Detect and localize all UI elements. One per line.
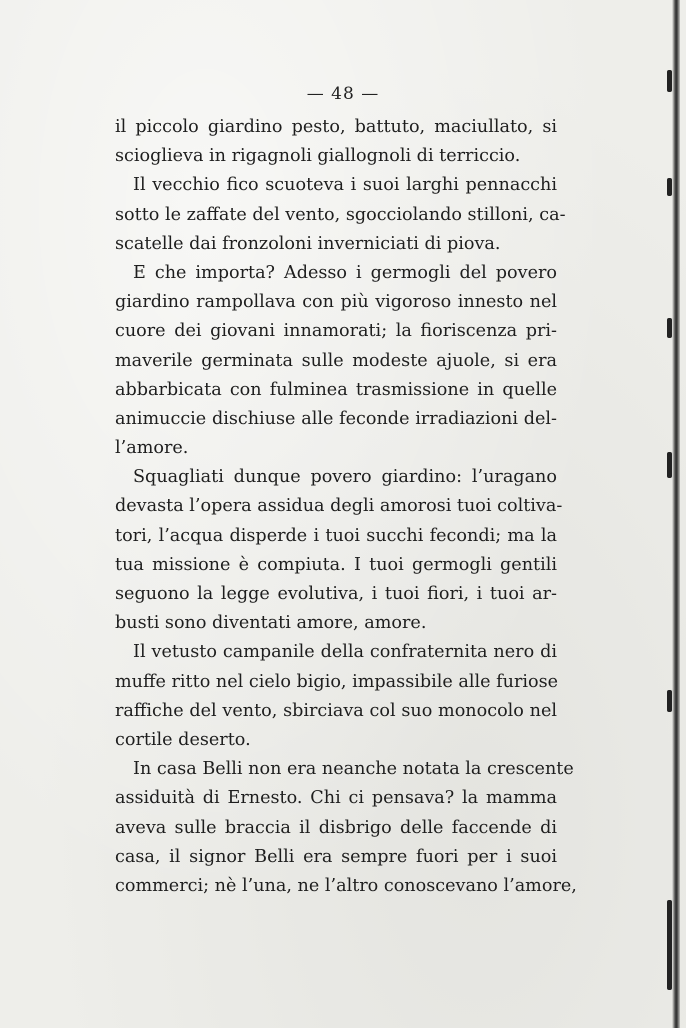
text-line: scioglieva in rigagnoli giallognoli di terriccio. xyxy=(115,146,521,167)
edge-speck xyxy=(667,900,672,990)
text-line: giardino rampollava con più vigoroso innesto nel xyxy=(115,292,557,313)
text-line: l’amore. xyxy=(115,438,189,459)
text-line: raffiche del vento, sbirciava col suo monocolo nel xyxy=(115,700,557,721)
text-line: assiduità di Ernesto. Chi ci pensava? la mamma xyxy=(115,788,557,809)
text-line: il piccolo giardino pesto, battuto, maciullato, si xyxy=(115,117,557,137)
text-line: abbarbicata con fulminea trasmissione in quelle xyxy=(115,379,557,400)
edge-speck xyxy=(667,178,672,196)
text-line: tua missione è compiuta. I tuoi germogli gentili xyxy=(115,554,557,575)
text-line: tori, l’acqua disperde i tuoi succhi fecondi; ma la xyxy=(115,525,557,546)
edge-speck xyxy=(667,690,672,712)
text-line: muffe ritto nel cielo bigio, impassibile alle furiose xyxy=(115,671,559,692)
edge-speck xyxy=(667,452,672,478)
text-line: In casa Belli non era neanche notata la crescente xyxy=(133,759,574,780)
text-line: Il vecchio fico scuoteva i suoi larghi pennacchi xyxy=(133,175,557,196)
text-line: cuore dei giovani innamorati; la fioriscenza pri- xyxy=(115,321,557,342)
binding-shadow xyxy=(672,0,680,1028)
text-line: Squagliati dunque povero giardino: l’uragano xyxy=(133,467,557,488)
text-line: maverile germinata sulle modeste ajuole, si era xyxy=(115,350,557,371)
text-line: aveva sulle braccia il disbrigo delle faccende di xyxy=(115,817,557,838)
edge-speck xyxy=(667,70,672,92)
page-number: — 48 — xyxy=(306,84,380,104)
edge-speck xyxy=(667,318,672,338)
text-line: sotto le zaffate del vento, sgocciolando stilloni, ca- xyxy=(115,204,566,225)
text-line: scatelle dai fronzoloni inverniciati di piova. xyxy=(115,233,501,254)
text-line: E che importa? Adesso i germogli del povero xyxy=(133,262,557,283)
text-line: commerci; nè l’una, ne l’altro conoscevano l’amore, xyxy=(115,875,577,896)
body-text xyxy=(115,113,577,901)
text-line: devasta l’opera assidua degli amorosi tuoi coltiva- xyxy=(115,496,563,517)
text-line: animuccie dischiuse alle feconde irradiazioni del- xyxy=(115,408,557,429)
text-line: casa, il signor Belli era sempre fuori per i suoi xyxy=(115,846,557,867)
text-line: busti sono diventati amore, amore. xyxy=(115,613,427,634)
text-line: seguono la legge evolutiva, i tuoi fiori, i tuoi ar- xyxy=(115,584,557,604)
text-line: cortile deserto. xyxy=(115,729,251,750)
page-binding-edge xyxy=(660,0,686,1028)
text-line: Il vetusto campanile della confraternita nero di xyxy=(133,642,557,663)
